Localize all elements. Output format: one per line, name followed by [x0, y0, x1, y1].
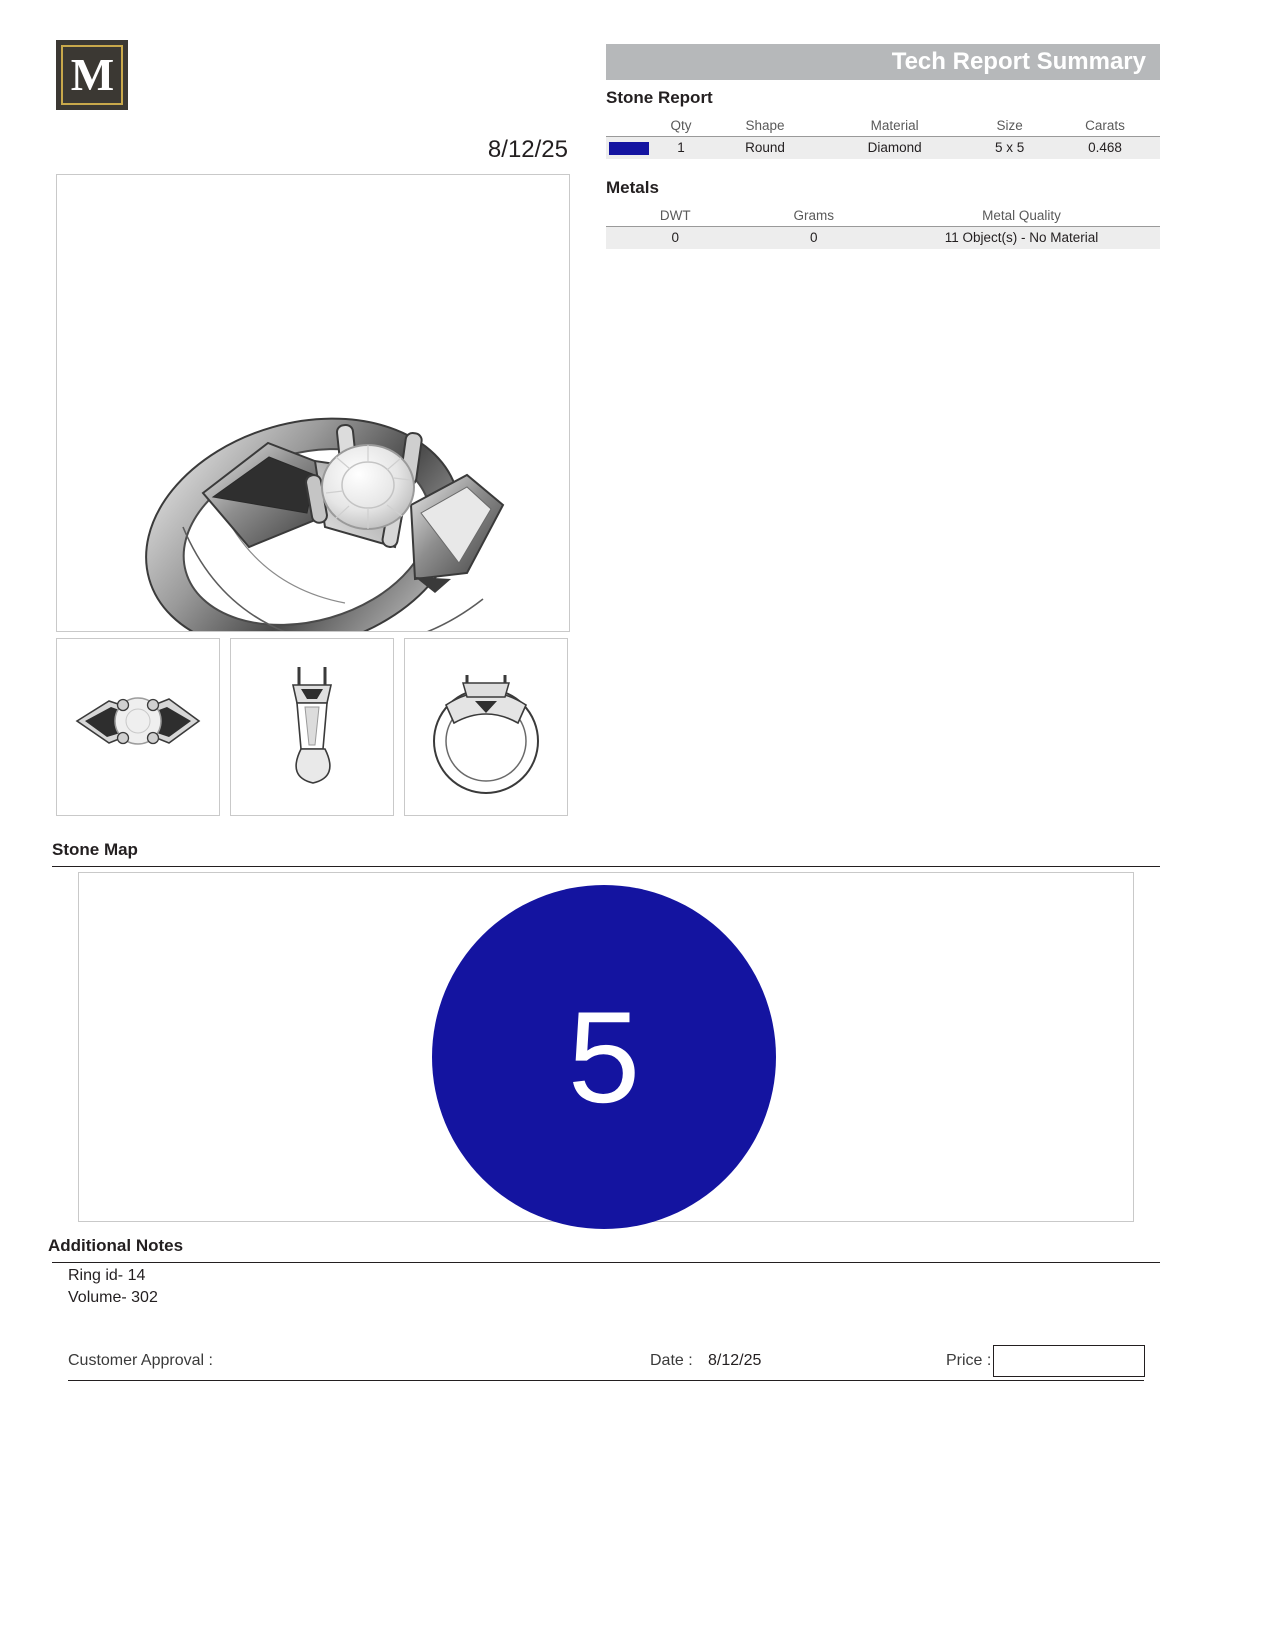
- thumbnail-side-view[interactable]: [230, 638, 394, 816]
- cell-qty: 1: [652, 137, 710, 160]
- tech-report-title: Tech Report Summary: [891, 48, 1146, 75]
- table-row: [606, 227, 1160, 250]
- table-row: [606, 137, 1160, 160]
- report-date: 8/12/25: [487, 136, 568, 163]
- stone-color-swatch-cell: [606, 137, 652, 160]
- thumbnail-front-view[interactable]: [404, 638, 568, 816]
- col-qty: Qty: [652, 116, 710, 137]
- logo-letter: M: [70, 49, 114, 100]
- col-metal-quality: Metal Quality: [883, 206, 1160, 227]
- customer-approval-label: Customer Approval :: [68, 1352, 213, 1369]
- col-size: Size: [969, 116, 1050, 137]
- tech-report-header: [606, 44, 1160, 80]
- stone-map-divider: [52, 866, 1160, 867]
- stone-map-label: Stone Map: [52, 840, 138, 859]
- cell-dwt: 0: [606, 227, 745, 250]
- additional-notes-body: [68, 1265, 158, 1308]
- col-shape: Shape: [710, 116, 820, 137]
- main-ring-image: [56, 174, 570, 632]
- table-header-row: [606, 116, 1160, 137]
- table-header-row: [606, 206, 1160, 227]
- footer-price-label: Price :: [946, 1352, 992, 1369]
- logo-frame: [61, 45, 123, 105]
- col-swatch: [606, 116, 652, 137]
- cell-size: 5 x 5: [969, 137, 1050, 160]
- footer-divider: [68, 1380, 1144, 1381]
- cell-grams: 0: [745, 227, 884, 250]
- ring-perspective-render: [57, 175, 569, 631]
- ring-front-view-render: [405, 639, 567, 813]
- stone-report-title: Stone Report: [606, 88, 713, 107]
- thumbnail-row: [56, 638, 568, 814]
- notes-line-2: Volume- 302: [68, 1288, 158, 1306]
- stone-report-table: [606, 116, 1160, 159]
- col-material: Material: [820, 116, 969, 137]
- price-input-box[interactable]: [993, 1345, 1145, 1377]
- metals-title: Metals: [606, 178, 659, 197]
- cell-material: Diamond: [820, 137, 969, 160]
- footer-date-value: 8/12/25: [708, 1352, 762, 1369]
- col-grams: Grams: [745, 206, 884, 227]
- thumbnail-top-view[interactable]: [56, 638, 220, 816]
- cell-carats: 0.468: [1050, 137, 1160, 160]
- additional-notes-divider: [52, 1262, 1160, 1263]
- stone-map-marker-number: 5: [567, 984, 641, 1130]
- col-dwt: DWT: [606, 206, 745, 227]
- stone-map-marker[interactable]: [432, 885, 776, 1229]
- notes-line-1: Ring id- 14: [68, 1267, 146, 1284]
- col-carats: Carats: [1050, 116, 1160, 137]
- metals-table: [606, 206, 1160, 249]
- cell-metal-quality: 11 Object(s) - No Material: [883, 227, 1160, 250]
- ring-top-view-render: [57, 639, 219, 813]
- additional-notes-label: Additional Notes: [48, 1236, 184, 1255]
- company-logo: [56, 40, 128, 110]
- cell-shape: Round: [710, 137, 820, 160]
- stone-color-swatch: [609, 142, 649, 155]
- ring-side-view-render: [231, 639, 393, 813]
- footer-date-label: Date :: [650, 1352, 693, 1369]
